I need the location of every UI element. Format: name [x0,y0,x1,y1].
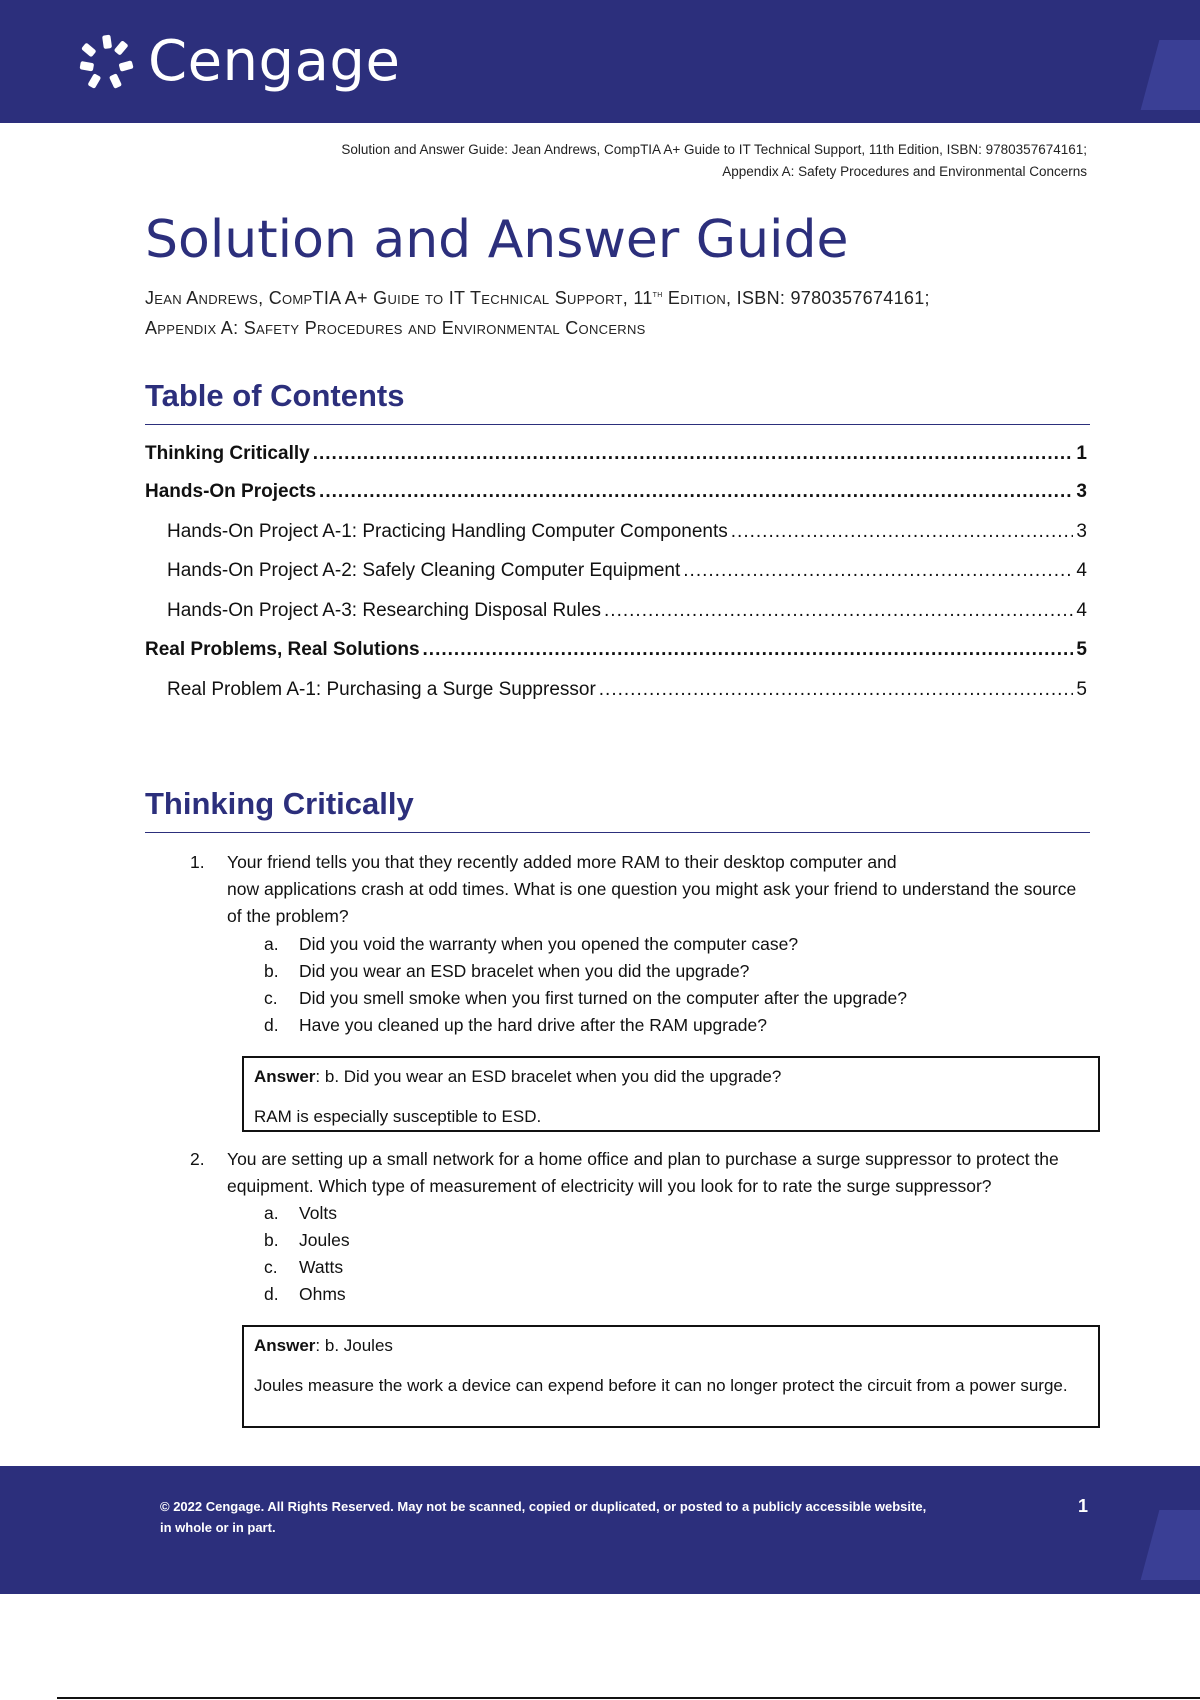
q2-option-c [264,1254,343,1281]
subtitle-line-1 [145,280,1065,313]
q2-answer-box [242,1325,1100,1428]
option-text: Did you smell smoke when you first turned on the computer after the upgrade? [299,988,907,1008]
running-header-line-1: Solution and Answer Guide: Jean Andrews, CompTIA A+ Guide to IT Technical Support, 11th Edition, ISBN: 9780357674161; [341,142,1087,157]
q1-answer-box [242,1056,1100,1132]
header-decoration [1141,40,1200,110]
option-letter: b. [264,961,279,981]
running-header-line-2: Appendix A: Safety Procedures and Environmental Concerns [722,164,1087,179]
answer-label: Answer [254,1336,316,1355]
question-2 [190,1146,1090,1202]
toc-entry-project-a3[interactable] [167,600,1087,626]
document-subtitle [145,280,1065,343]
toc-leader [683,560,1073,582]
toc-entry-title: Hands-On Project A-2: Safely Cleaning Computer Equipment [167,560,681,581]
toc-entry-page: 4 [1076,600,1087,621]
question-1 [190,849,1090,931]
thinking-critically-heading: Thinking Critically [145,785,1090,833]
option-letter: a. [264,934,279,954]
answer-line [254,1064,1088,1090]
toc-entry-page: 1 [1076,443,1087,464]
bottom-rule [57,1697,1200,1699]
answer-explanation: RAM is especially susceptible to ESD. [254,1107,542,1126]
toc-leader [319,481,1073,503]
q2-option-b [264,1227,350,1254]
toc-entry-title: Real Problem A-1: Purchasing a Surge Suppressor [167,679,596,700]
toc-entry-hands-on-projects[interactable] [145,481,1087,507]
q2-option-d [264,1281,346,1308]
option-text: Ohms [299,1284,346,1304]
option-letter: d. [264,1015,279,1035]
subtitle-sup: th [652,289,663,300]
toc-entry-title: Hands-On Project A-3: Researching Disposal Rules [167,600,602,621]
option-text: Did you void the warranty when you opened the computer case? [299,934,799,954]
q1-option-c [264,985,907,1012]
toc-entry-real-problems[interactable] [145,639,1087,665]
toc-entry-page: 3 [1076,521,1087,542]
toc-leader [731,521,1074,543]
answer-label: Answer [254,1067,316,1086]
subtitle-pre: Jean Andrews, CompTIA A+ Guide to IT Technical Support, 11 [145,288,653,308]
toc-leader [599,679,1074,701]
option-text: Have you cleaned up the hard drive after the RAM upgrade? [299,1015,767,1035]
option-letter: d. [264,1284,279,1304]
toc-entry-page: 4 [1076,560,1087,581]
answer-text: : b. Joules [315,1336,393,1355]
cengage-logo [76,30,400,94]
toc-leader [423,639,1074,661]
toc-entry-title: Real Problems, Real Solutions [145,639,420,660]
toc-entry-page: 3 [1076,481,1087,502]
toc-entry-title: Hands-On Projects [145,481,317,502]
toc-entry-page: 5 [1076,679,1087,700]
option-text: Watts [299,1257,344,1277]
toc-heading: Table of Contents [145,377,1090,425]
toc-entry-project-a1[interactable] [167,521,1087,547]
toc-leader [313,443,1074,465]
toc-leader [604,600,1073,622]
toc-entry-real-problem-a1[interactable] [167,679,1087,705]
toc-entry-project-a2[interactable] [167,560,1087,586]
q2-option-a [264,1200,337,1227]
toc-entry-title: Thinking Critically [145,443,310,464]
question-number: 2. [190,1149,205,1169]
page-number: 1 [1077,1496,1088,1516]
footer-decoration [1141,1510,1200,1580]
option-letter: a. [264,1203,279,1223]
header-band [0,0,1200,123]
q1-option-d [264,1012,767,1039]
question-number: 1. [190,852,205,872]
option-letter: c. [264,1257,278,1277]
option-letter: b. [264,1230,279,1250]
q1-option-b [264,958,749,985]
subtitle-post: Edition, ISBN: 9780357674161; [662,288,930,308]
subtitle-line-2: Appendix A: Safety Procedures and Environmental Concerns [145,318,646,338]
question-text: You are setting up a small network for a home office and plan to purchase a surge suppressor to protect the equipment. Which type of measurement of electricity will you look for to rate the surge suppressor? [227,1149,1059,1196]
answer-line [254,1333,1088,1359]
toc-entry-page: 5 [1076,639,1087,660]
option-text: Did you wear an ESD bracelet when you did the upgrade? [299,961,750,981]
option-text: Volts [299,1203,337,1223]
question-text-line-2: now applications crash at odd times. What is one question you might ask your friend to understand the source of the problem? [227,879,1077,926]
q1-option-a [264,931,798,958]
option-text: Joules [299,1230,350,1250]
copyright-notice: © 2022 Cengage. All Rights Reserved. May not be scanned, copied or duplicated, or posted to a publicly accessible website, in whole or in part. [160,1499,927,1535]
toc-entry-title: Hands-On Project A-1: Practicing Handling Computer Components [167,521,728,542]
logo-text: Cengage [148,29,401,94]
option-letter: c. [264,988,278,1008]
answer-explanation: Joules measure the work a device can expend before it can no longer protect the circuit from a power surge. [254,1376,1068,1395]
question-text [227,849,1087,930]
answer-text: : b. Did you wear an ESD bracelet when you did the upgrade? [315,1067,782,1086]
question-text-line-1: Your friend tells you that they recently added more RAM to their desktop computer and [227,852,897,872]
footer-band [0,1466,1200,1594]
toc-entry-thinking-critically[interactable] [145,443,1087,469]
running-header [341,139,1087,183]
document-title: Solution and Answer Guide [145,210,849,270]
cengage-logo-icon [76,31,138,93]
